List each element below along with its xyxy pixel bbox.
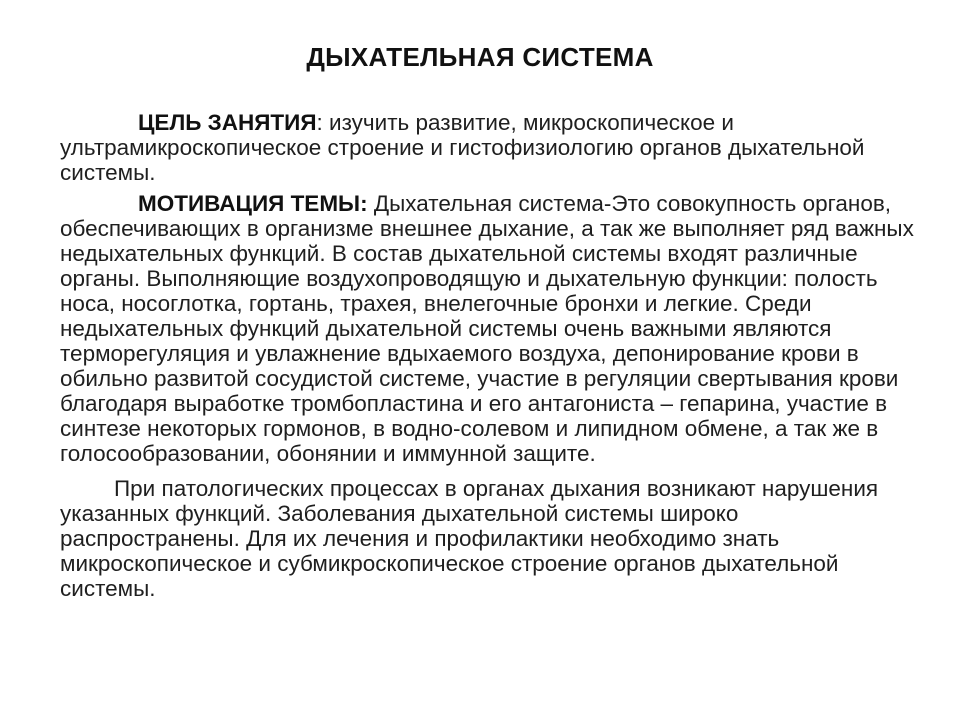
goal-text: изучить развитие, микроскопическое и ультрамикроскопическое строение и гистофизиологию органов дыхательной системы.: [60, 110, 865, 185]
slide-title: ДЫХАТЕЛЬНАЯ СИСТЕМА: [306, 42, 654, 72]
goal-label: ЦЕЛЬ ЗАНЯТИЯ: [138, 110, 317, 135]
slide-body: [60, 110, 922, 601]
conclusion-text: При патологических процессах в органах дыхания возникают нарушения указанных функций. Заболевания дыхательной системы широко распространены. Для их лечения и профилактики необходимо знать микроскопическое и субмикроскопическое строение органов дыхательной системы.: [60, 476, 879, 601]
goal-paragraph: [60, 110, 922, 185]
motivation-label: МОТИВАЦИЯ ТЕМЫ:: [138, 191, 368, 216]
motivation-text: Дыхательная система-Это совокупность органов, обеспечивающих в организме внешнее дыхание, а так же выполняет ряд важных недыхательных функций. В состав дыхательной системы входят различные органы. Выполняющие воздухопроводящую и дыхательную функции: полость носа, носоглотка, гортань, трахея, внелегочные бронхи и легкие. Среди недыхательных функций дыхательной системы очень важными являются терморегуляция и увлажнение вдыхаемого воздуха, депонирование крови в обильно развитой сосудистой системе, участие в регуляции свертывания крови благодаря выработке тромбопластина и его антагониста – гепарина, участие в синтезе некоторых гормонов, в водно-солевом и липидном обмене, а так же в голосообразовании, обонянии и иммунной защите.: [60, 191, 914, 466]
conclusion-paragraph: [60, 476, 922, 601]
goal-separator: :: [316, 110, 323, 135]
motivation-paragraph: [60, 191, 922, 466]
